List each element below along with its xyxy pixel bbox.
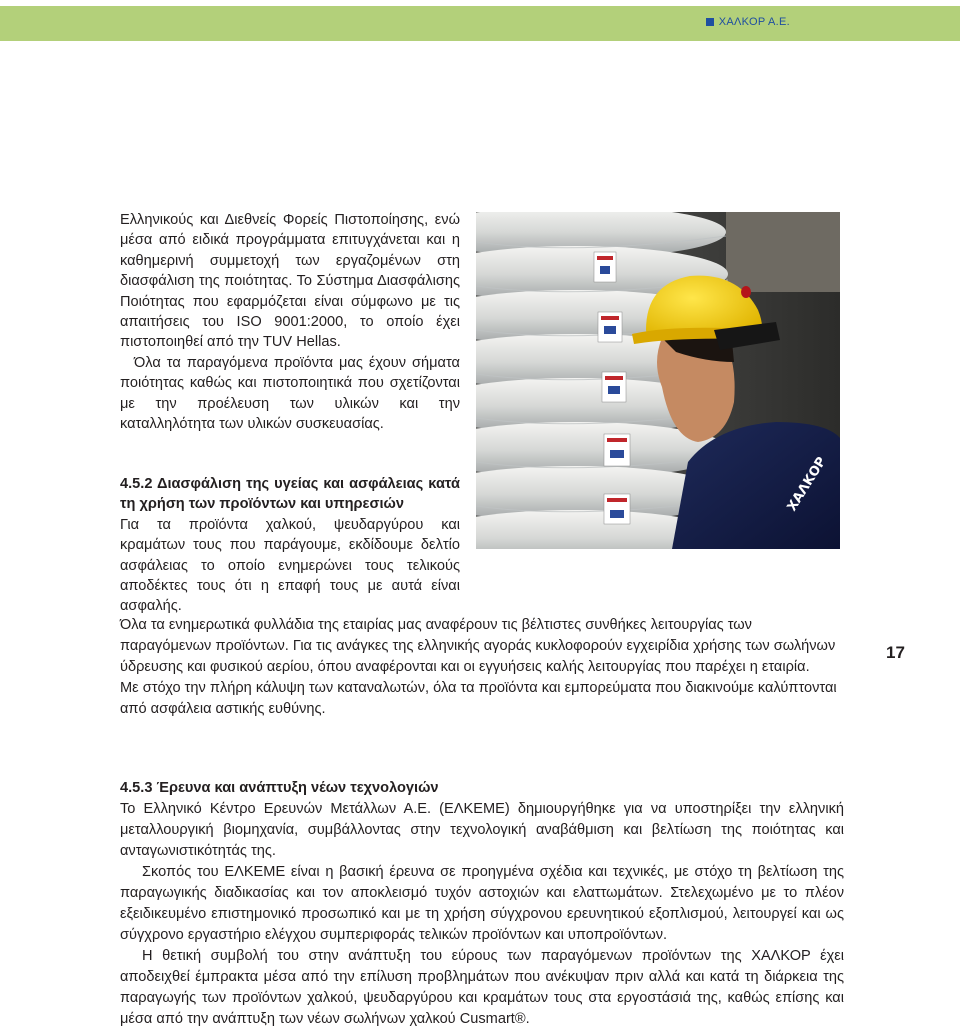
- section-4-5-2-paragraph-1: Για τα προϊόντα χαλκού, ψευδαργύρου και κραμάτων τους που παράγουμε, εκδίδουμε δελτίο ασφάλειας το οποίο ενημερώνει τους τελικούς αποδέκτες τους ότι η επαφή τους με αυτά είναι ασφαλής.: [120, 516, 460, 615]
- brand-label: [706, 16, 790, 28]
- section-4-5-3-heading: 4.5.3 Έρευνα και ανάπτυξη νέων τεχνολογιών: [120, 780, 439, 796]
- section-4-5-2-heading: 4.5.2 Διασφάλιση της υγείας και ασφάλειας κατά τη χρήση των προϊόντων και υπηρεσιών: [120, 476, 460, 513]
- section-4-5-2: [120, 474, 460, 617]
- section-4-5-2-continued: [120, 615, 844, 720]
- worker-photo-illustration: [476, 212, 840, 549]
- section-4-5-2-paragraph-3: Με στόχο την πλήρη κάλυψη των καταναλωτών, όλα τα προϊόντα και εμπορεύματα που διακινούμε καλύπτονται από ασφάλεια αστικής ευθύνης.: [120, 680, 837, 717]
- intro-paragraph-2: Όλα τα παραγόμενα προϊόντα μας έχουν σήματα ποιότητας καθώς και πιστοποιητικά που σχετίζονται με την προέλευση των υλικών και την καταλληλότητα των υλικών συσκευασίας.: [120, 354, 460, 433]
- page-number: 17: [886, 643, 905, 662]
- section-4-5-3-paragraph-3: Η θετική συμβολή του στην ανάπτυξη του εύρους των παραγόμενων προϊόντων της ΧΑΛΚΟΡ έχει αποδειχθεί έμπρακτα μέσα από την επίλυση προβλημάτων που ανέκυψαν πριν αλλά και κατά τη διάρκεια της παραγωγής των προϊόντων χαλκού, ψευδαργύρου και κραμάτων τους στα εργοστάσιά της, καθώς επίσης και μέσα από την ανάπτυξη των νέων σωλήνων χαλκού Cusmart®.: [120, 948, 844, 1027]
- svg-text:ΧΑΛΚΟΡ: ΧΑΛΚΟΡ: [784, 454, 830, 515]
- section-4-5-2-paragraph-2: Όλα τα ενημερωτικά φυλλάδια της εταιρίας μας αναφέρουν τις βέλτιστες συνθήκες λειτουργίας των παραγόμενων προϊόντων. Για τις ανάγκες της ελληνικής αγοράς κυκλοφορούν εγχειρίδια χρήσης των σωλήνων ύδρευσης και φυσικού αερίου, όπου αναφέρονται και οι εγγυήσεις καλής λειτουργίας που παρέχει η εταιρία.: [120, 617, 836, 675]
- intro-paragraph-1: Ελληνικούς και Διεθνείς Φορείς Πιστοποίησης, ενώ μέσα από ειδικά προγράμματα επιτυγχάνεται και η καθημερινή συμμετοχή των εργαζομένων στη διασφάλιση της ποιότητας. Το Σύστημα Διασφάλισης Ποιότητας που εφαρμόζεται είναι σύμφωνο με τις απαιτήσεις του ISO 9001:2000, το οποίο έχει πιστοποιηθεί από την TUV Hellas.: [120, 212, 460, 351]
- intro-text: [120, 210, 460, 434]
- header-band: [0, 6, 960, 41]
- section-4-5-3-paragraph-2: Σκοπός του ΕΛΚΕΜΕ είναι η βασική έρευνα σε προηγμένα σχέδια και τεχνικές, με στόχο τη βελτίωση της παραγωγικής διαδικασίας και τον αποκλεισμό τυχόν αστοχιών και ελαττωμάτων. Στελεχωμένο με το πλέον εξειδικευμένο επιστημονικό προσωπικό και με τη χρήση σύγχρονου ερευνητικού εξοπλισμού, λειτουργεί και ως σύγχρονο εργαστήριο ελέγχου συμπεριφοράς τελικών προϊόντων και υποπροϊόντων.: [120, 864, 844, 943]
- section-4-5-3: [120, 778, 844, 1030]
- brand-text: ΧΑΛΚΟΡ Α.Ε.: [718, 16, 790, 28]
- section-4-5-3-paragraph-1: Το Ελληνικό Κέντρο Ερευνών Μετάλλων Α.Ε. (ΕΛΚΕΜΕ) δημιουργήθηκε για να υποστηρίξει την ελληνική μεταλλουργική βιομηχανία, συμβάλλοντας στην τεχνολογική αναβάθμιση και βελτίωση της ποιότητας και ανταγωνιστικότητάς της.: [120, 801, 844, 859]
- brand-square-icon: [706, 18, 714, 26]
- worker-photo: [476, 212, 840, 549]
